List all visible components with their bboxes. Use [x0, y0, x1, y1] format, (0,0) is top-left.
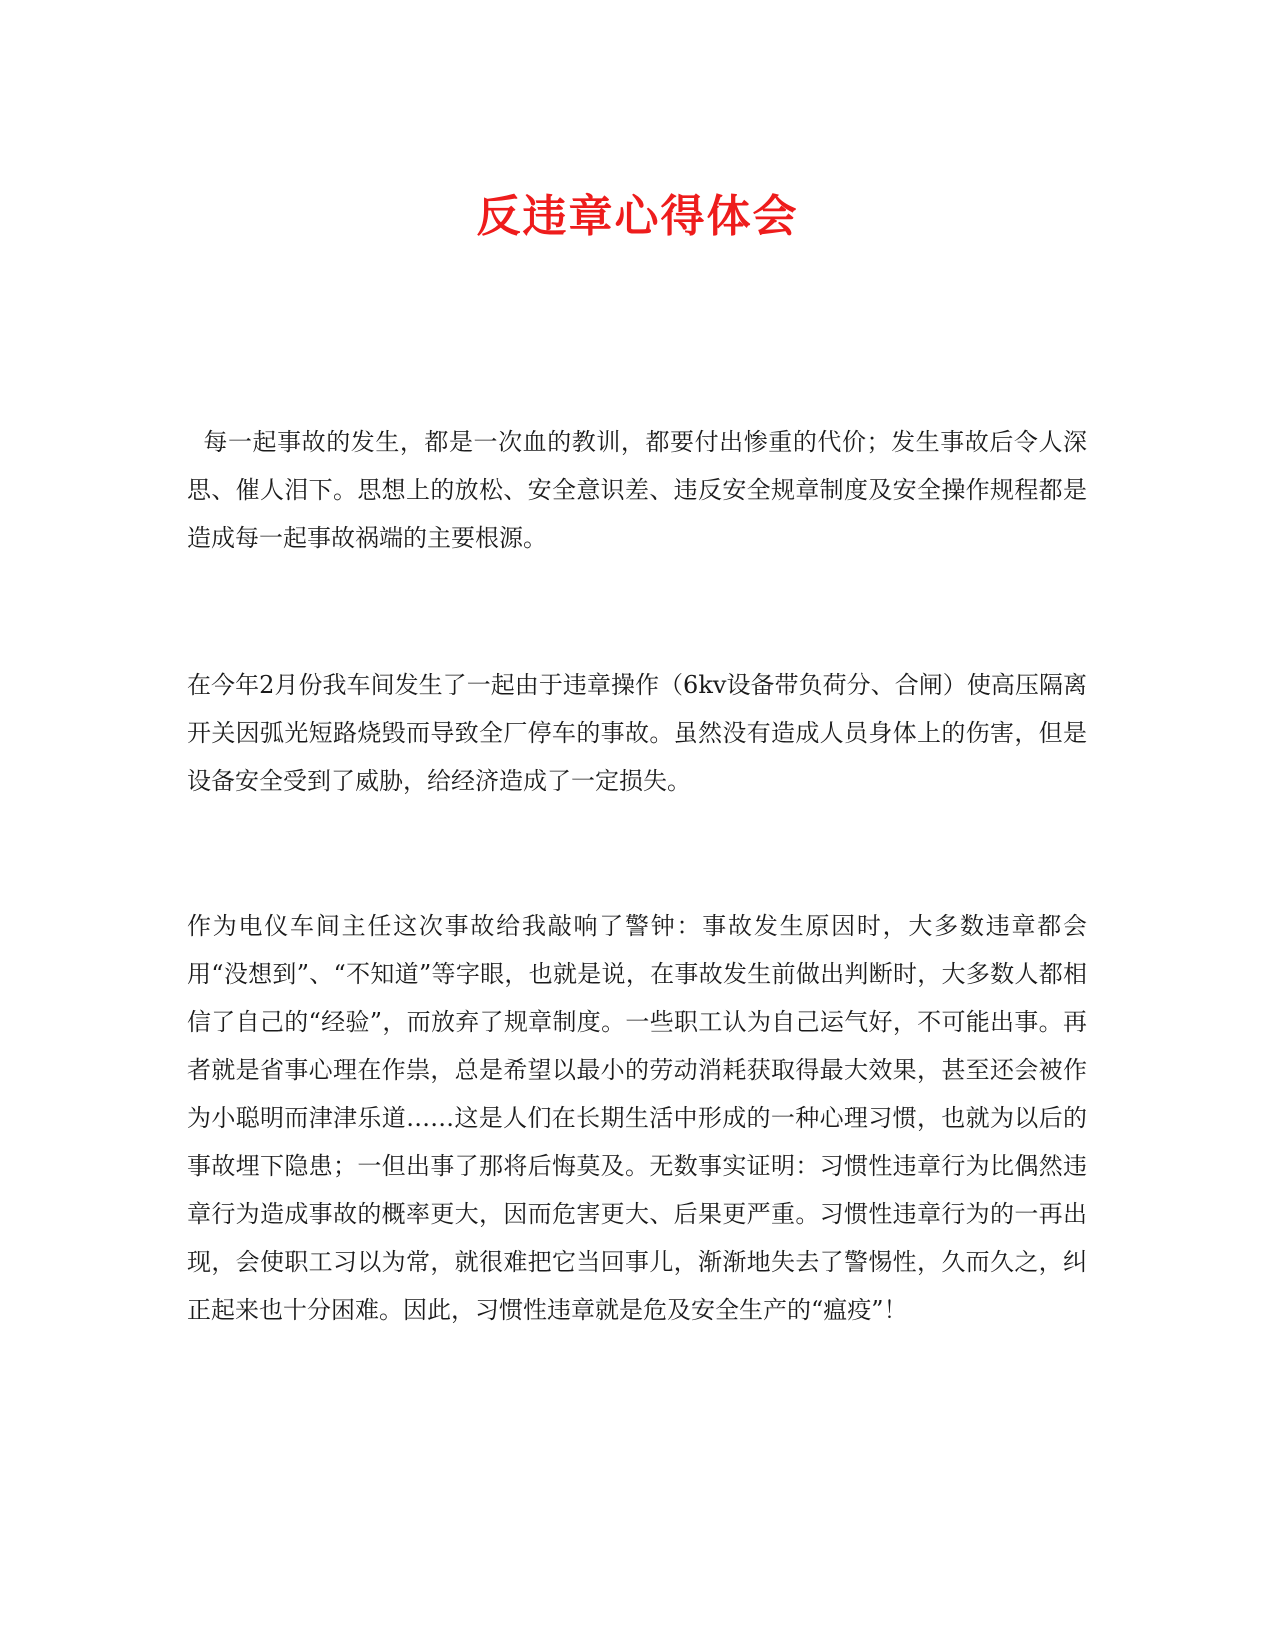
paragraph-1: 每一起事故的发生，都是一次血的教训，都要付出惨重的代价；发生事故后令人深思、催人泪下。思想上的放松、安全意识差、违反安全规章制度及安全操作规程都是造成每一起事故祸端的主要根源。: [187, 428, 1088, 552]
document-title: 反违章心得体会: [476, 191, 799, 243]
paragraph-2: 在今年2月份我车间发生了一起由于违章操作（6kv设备带负荷分、合闸）使高压隔离开关因弧光短路烧毁而导致全厂停车的事故。虽然没有造成人员身体上的伤害，但是设备安全受到了威胁，给经济造成了一定损失。: [187, 671, 1087, 795]
paragraph-3: 作为电仪车间主任这次事故给我敲响了警钟：事故发生原因时，大多数违章都会用“没想到”、“不知道”等字眼，也就是说，在事故发生前做出判断时，大多数人都相信了自己的“经验”，而放弃了规章制度。一些职工认为自己运气好，不可能出事。再者就是省事心理在作祟，总是希望以最小的劳动消耗获取得最大效果，甚至还会被作为小聪明而津津乐道……这是人们在长期生活中形成的一种心理习惯，也就为以后的事故埋下隐患；一但出事了那将后悔莫及。无数事实证明：习惯性违章行为比偶然违章行为造成事故的概率更大，因而危害更大、后果更严重。习惯性违章行为的一再出现，会使职工习以为常，就很难把它当回事儿，渐渐地失去了警惕性，久而久之，纠正起来也十分困难。因此，习惯性违章就是危及安全生产的“瘟疫”！: [187, 912, 1087, 1324]
